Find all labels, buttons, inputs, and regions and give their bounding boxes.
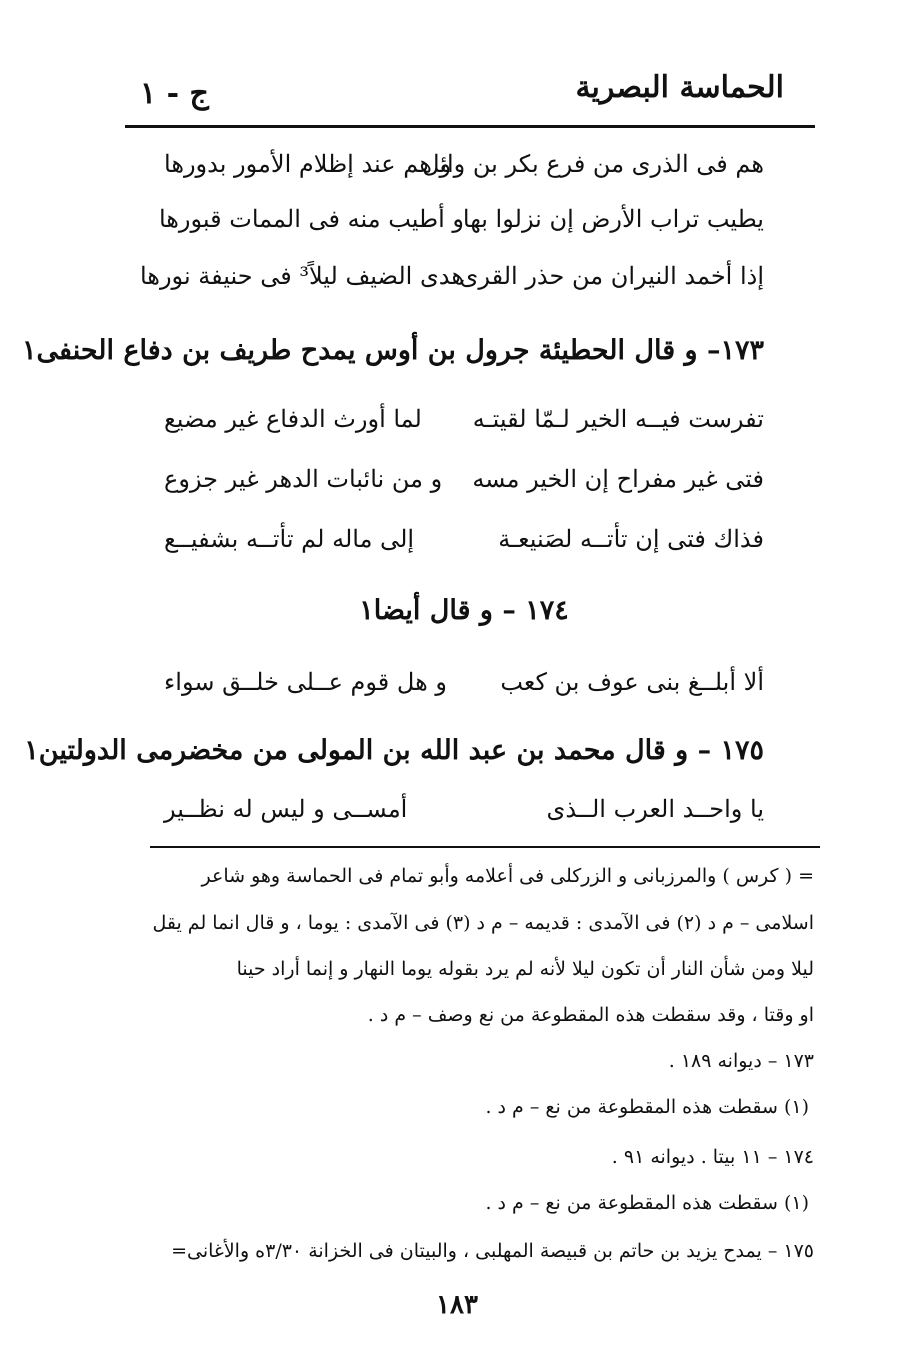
footnote-line: ١٧٤ – ١١ بيتا . ديوانه ٩١ . bbox=[611, 1146, 814, 1168]
verse-line bbox=[164, 465, 764, 515]
hemistich-first: هم فى الذرى من فرع بكر بن وائل bbox=[422, 150, 764, 178]
footnote-line: اسلامى – م د (٢) فى الآمدى : قديمه – م د (٣) فى الآمدى : يوما ، و قال انما لم يقل bbox=[152, 912, 814, 934]
verse-line bbox=[139, 262, 764, 312]
hemistich-second: إلى ماله لم تأتــه بشفيــع bbox=[164, 525, 415, 553]
hemistich-second: و هل قوم عــلى خلــق سواء bbox=[164, 668, 447, 696]
hemistich-first: فتى غير مفراح إن الخير مسه bbox=[472, 465, 764, 493]
footnote-line: (١) سقطت هذه المقطوعة من نع – م د . bbox=[485, 1096, 809, 1118]
hemistich-first: تفرست فيــه الخير لـمّا لقيتـه bbox=[472, 405, 764, 433]
hemistich-second: و من نائبات الدهر غير جزوع bbox=[164, 465, 443, 493]
footnote-line: = ( كرس ) والمرزبانى و الزركلى فى أعلامه وأبو تمام فى الحماسة وهو شاعر bbox=[201, 865, 814, 887]
section-heading-174: ١٧٤ – و قال أيضا١ bbox=[359, 595, 569, 626]
running-title: الحماسة البصرية bbox=[575, 70, 784, 105]
hemistich-second: لما أورث الدفاع غير مضيع bbox=[164, 405, 422, 433]
footnote-line: ليلا ومن شأن النار أن تكون ليلا لأنه لم يرد بقوله يوما النهار و إنما أراد حينا bbox=[236, 958, 814, 980]
header-rule bbox=[125, 125, 815, 128]
verse-line bbox=[164, 668, 764, 718]
hemistich-first: يطيب تراب الأرض إن نزلوا بها bbox=[462, 205, 764, 233]
section-heading-175: ١٧٥ – و قال محمد بن عبد الله بن المولى من مخضرمى الدولتين١ bbox=[24, 735, 764, 766]
hemistich-second: أمســى و ليس له نظــير bbox=[164, 795, 408, 823]
section-heading-173: ١٧٣– و قال الحطيئة جرول بن أوس يمدح طريف بن دفاع الحنفى١ bbox=[22, 335, 764, 366]
verse-line bbox=[164, 150, 764, 200]
verse-line bbox=[164, 795, 764, 845]
verse-line bbox=[158, 205, 764, 255]
hemistich-first: فذاك فتى إن تأتــه لصَنيعـة bbox=[498, 525, 764, 553]
hemistich-first: إذا أخمد النيران من حذر القرى bbox=[459, 262, 764, 290]
hemistich-second: هدى الضيف ليلاً³ فى حنيفة نورها bbox=[139, 262, 464, 290]
footnote-line: او وقتا ، وقد سقطت هذه المقطوعة من نع وصف – م د . bbox=[367, 1004, 814, 1026]
hemistich-second: و هم عند إظلام الأمور بدورها bbox=[164, 150, 452, 178]
footnote-line: (١) سقطت هذه المقطوعة من نع – م د . bbox=[485, 1192, 809, 1214]
footnote-line: ١٧٣ – ديوانه ١٨٩ . bbox=[668, 1050, 814, 1072]
verse-line bbox=[164, 525, 764, 575]
volume-label: ج - ١ bbox=[140, 76, 209, 111]
hemistich-first: ألا أبلــغ بنى عوف بن كعب bbox=[500, 668, 764, 696]
footnote-rule bbox=[150, 846, 820, 848]
verse-line bbox=[164, 405, 764, 455]
hemistich-second: و أطيب منه فى الممات قبورها bbox=[158, 205, 464, 233]
page-number: ١٨٣ bbox=[436, 1290, 478, 1320]
hemistich-first: يا واحــد العرب الــذى bbox=[546, 795, 764, 823]
footnote-line: ١٧٥ – يمدح يزيد بن حاتم بن قبيصة المهلبى ، والبيتان فى الخزانة ٣/٣٠ه والأغانى= bbox=[171, 1240, 814, 1262]
